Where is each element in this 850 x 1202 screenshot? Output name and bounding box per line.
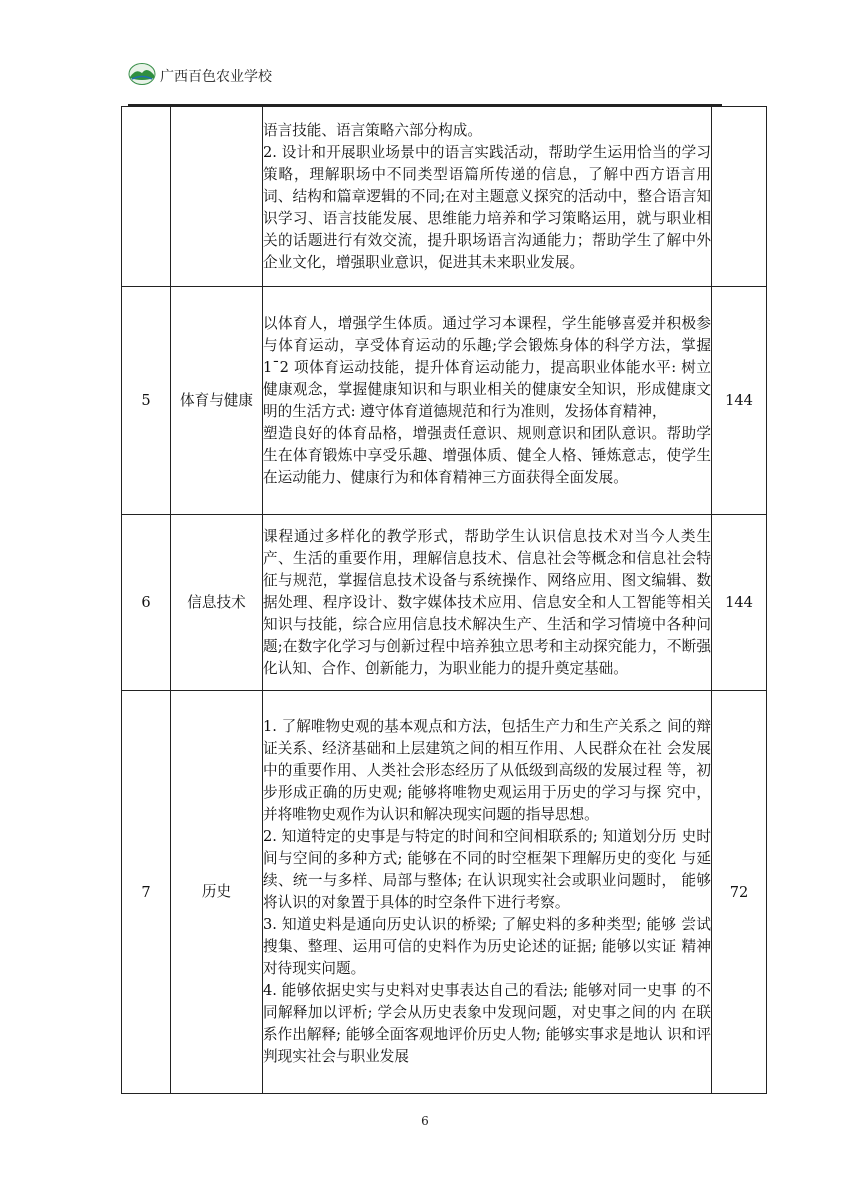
course-hours: 72 xyxy=(712,691,767,1094)
table-row xyxy=(122,691,767,1094)
course-name: 信息技术 xyxy=(171,515,263,691)
table-row xyxy=(122,287,767,515)
course-number xyxy=(122,107,171,287)
description-paragraph: 以体育人，增强学生体质。通过学习本课程，学生能够喜爱并积极参与体育运动，享受体育运动的乐趣;学会锻炼身体的科学方法，掌握 1ˉ2 项体育运动技能，提升体育运动能力，提高职业体能水平: 树立健康观念，掌握健康知识和与职业相关的健康安全知识，形成健康文明的生活方式: 遵守体育道德规范和行为准则，发扬体育精神， xyxy=(263,314,711,420)
course-name: 历史 xyxy=(171,691,263,1094)
description-paragraph: 2. 知道特定的史事是与特定的时间和空间相联系的; 知道划分历 史时间与空间的多种方式; 能够在不同的时空框架下理解历史的变化 与延续、统一与多样、局部与整体; 在认识现实社会或职业问题时， 能够将认识的对象置于具体的时空条件下进行考察。 xyxy=(263,828,711,911)
description-paragraph: 3. 知道史料是通向历史认识的桥梁; 了解史料的多种类型; 能够 尝试搜集、整理、运用可信的史料作为历史论述的证据; 能够以实证 精神对待现实问题。 xyxy=(263,916,711,977)
description-paragraph: 塑造良好的体育品格，增强责任意识、规则意识和团队意识。帮助学生在体育锻炼中享受乐趣、增强体质、健全人格、锤炼意志，使学生在运动能力、健康行为和体育精神三方面获得全面发展。 xyxy=(263,424,711,486)
page-header xyxy=(128,60,722,106)
table-row xyxy=(122,107,767,287)
description-paragraph: 1. 了解唯物史观的基本观点和方法，包括生产力和生产关系之 间的辩证关系、经济基础和上层建筑之间的相互作用、人民群众在社 会发展中的重要作用、人类社会形态经历了从低级到高级的发展过程 等，初步形成正确的历史观; 能够将唯物史观运用于历史的学习与探 究中，并将唯物史观作为认识和解决现实问题的指导思想。 xyxy=(263,718,711,823)
school-logo-icon xyxy=(128,62,156,86)
course-description xyxy=(263,691,712,1094)
course-description xyxy=(263,515,712,691)
table-row xyxy=(122,515,767,691)
course-number: 7 xyxy=(122,691,171,1094)
course-table xyxy=(121,106,767,1094)
course-description xyxy=(263,287,712,515)
description-paragraph: 语言技能、语言策略六部分构成。 xyxy=(263,121,482,139)
course-hours xyxy=(712,107,767,287)
course-name: 体育与健康 xyxy=(171,287,263,515)
description-paragraph: 2. 设计和开展职业场景中的语言实践活动，帮助学生运用恰当的学习策略，理解职场中不同类型语篇所传递的信息，了解中西方语言用词、结构和篇章逻辑的不同;在对主题意义探究的活动中，整合语言知识学习、语言技能发展、思维能力培养和学习策略运用，就与职业相关的话题进行有效交流，提升职场语言沟通能力；帮助学生了解中外企业文化，增强职业意识，促进其未来职业发展。 xyxy=(263,143,711,271)
course-number: 5 xyxy=(122,287,171,515)
school-name: 广西百色农业学校 xyxy=(160,69,272,85)
course-number: 6 xyxy=(122,515,171,691)
course-name xyxy=(171,107,263,287)
description-paragraph: 课程通过多样化的教学形式，帮助学生认识信息技术对当今人类生产、生活的重要作用，理解信息技术、信息社会等概念和信息社会特征与规范，掌握信息技术设备与系统操作、网络应用、图文编辑、数据处理、程序设计、数字媒体技术应用、信息安全和人工智能等相关知识与技能，综合应用信息技术解决生产、生活和学习情境中各种问题;在数字化学习与创新过程中培养独立思考和主动探究能力，不断强化认知、合作、创新能力，为职业能力的提升奠定基础。 xyxy=(263,527,711,677)
course-hours: 144 xyxy=(712,515,767,691)
course-hours: 144 xyxy=(712,287,767,515)
course-description xyxy=(263,107,712,287)
description-paragraph: 4. 能够依据史实与史料对史事表达自己的看法; 能够对同一史事 的不同解释加以评析; 学会从历史表象中发现问题，对史事之间的内 在联系作出解释; 能够全面客观地评价历史人物; 能够实事求是地认 识和评判现实社会与职业发展 xyxy=(263,982,711,1065)
page-number: 6 xyxy=(421,1114,429,1128)
